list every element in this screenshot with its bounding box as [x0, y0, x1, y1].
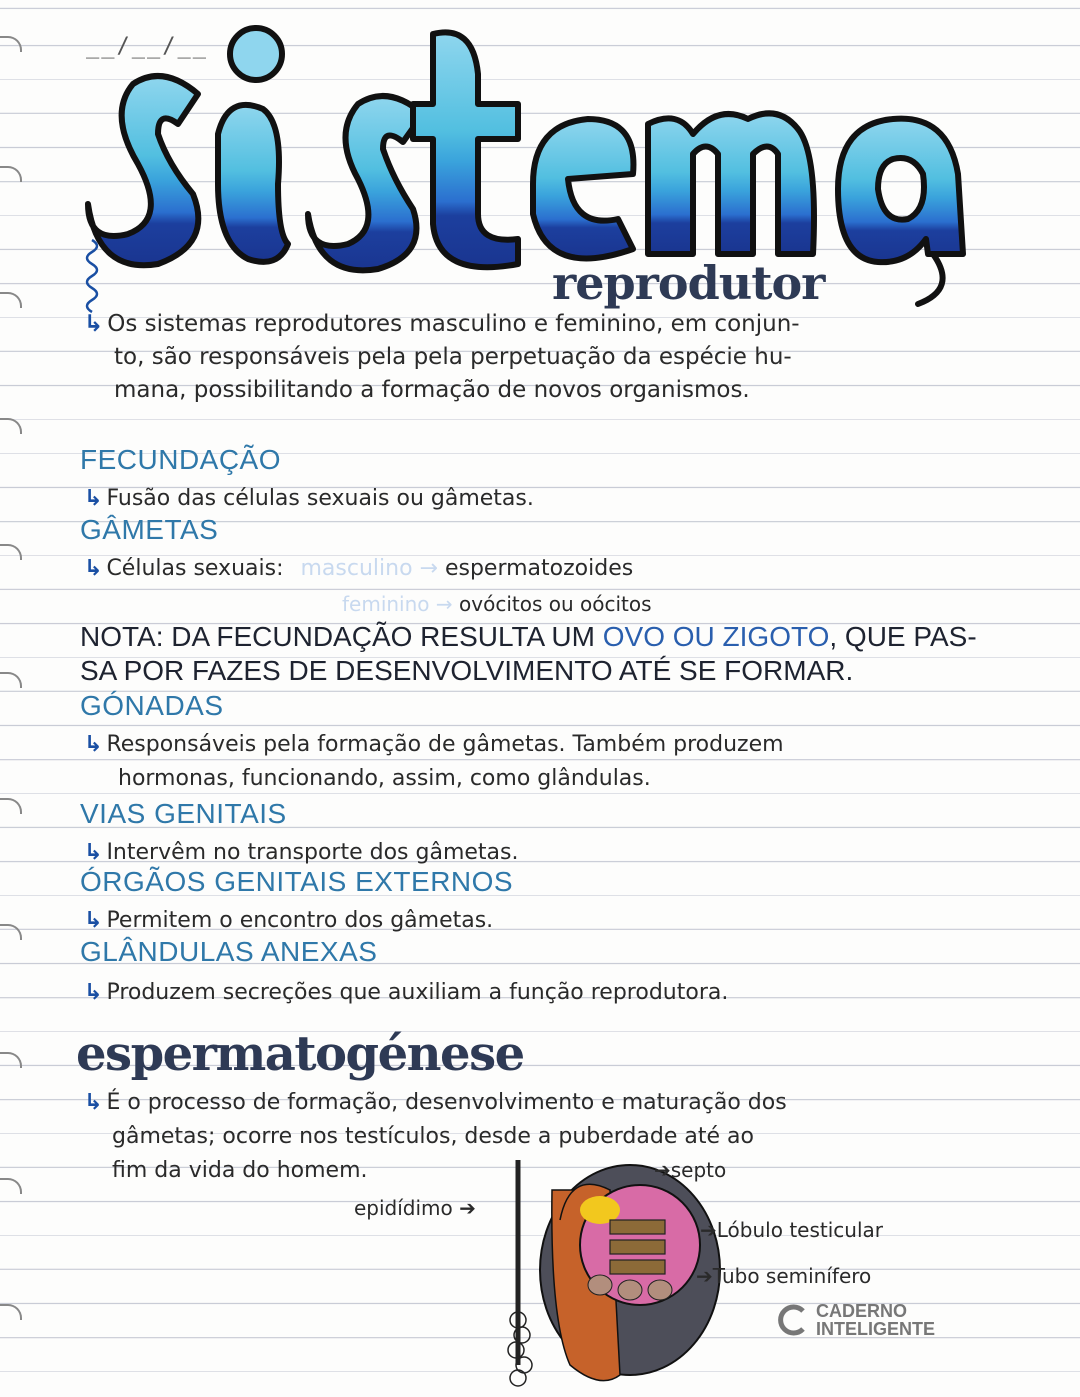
label-epididimo-text: epidídimo [354, 1196, 453, 1220]
vias-text [84, 840, 519, 865]
arrow-icon: ↳ [84, 311, 104, 337]
intro-paragraph [84, 308, 1004, 407]
label-septo-text: septo [670, 1158, 727, 1182]
arrow-icon: ➔ [696, 1264, 713, 1288]
intro-line-2: to, são responsáveis pela pela perpetuação da espécie hu- [114, 344, 792, 370]
masc-value: espermatozoides [444, 556, 634, 581]
brand-line-2: INTELIGENTE [816, 1319, 936, 1339]
esperm-line1-value: É o processo de formação, desenvolvimento e maturação dos [106, 1090, 787, 1115]
intro-line-3: mana, possibilitando a formação de novos organismos. [114, 377, 750, 403]
nota-block [80, 620, 977, 688]
orgaos-text-value: Permitem o encontro dos gâmetas. [106, 908, 494, 933]
arrow-icon: ➔ [700, 1218, 717, 1242]
arrow-icon: ↳ [84, 840, 103, 865]
title-lettering [78, 14, 978, 314]
gonadas-line1-value: Responsáveis pela formação de gâmetas. Também produzem [106, 732, 784, 757]
heading-fecundacao: FECUNDAÇÃO [80, 444, 282, 475]
label-tubo-text: Tubo seminífero [712, 1264, 872, 1288]
arrow-icon: ➔ [452, 1196, 476, 1220]
label-lobulo [700, 1218, 883, 1242]
gametas-fem [342, 592, 652, 616]
gametas-text-value: Células sexuais: [106, 556, 284, 581]
vias-text-value: Intervêm no transporte dos gâmetas. [106, 840, 519, 865]
esperm-line1 [84, 1090, 787, 1115]
heading-vias-genitais: VIAS GENITAIS [80, 798, 287, 829]
title-artwork [78, 14, 978, 314]
heading-glandulas: GLÂNDULAS ANEXAS [80, 936, 378, 967]
label-tubo [696, 1264, 871, 1288]
arrow-icon: ↳ [84, 486, 103, 511]
esperm-line2: gâmetas; ocorre nos testículos, desde a puberdade até ao [112, 1124, 754, 1149]
arrow-icon: → [419, 556, 438, 581]
nota-highlight: OVO OU ZIGOTO [602, 621, 830, 652]
fecundacao-text-value: Fusão das células sexuais ou gâmetas. [106, 486, 534, 511]
arrow-icon: → [435, 592, 453, 616]
heading-gonadas: GÓNADAS [80, 690, 224, 721]
gonadas-line2: hormonas, funcionando, assim, como glândulas. [118, 766, 651, 791]
arrow-icon: ↳ [84, 908, 103, 933]
glandulas-text-value: Produzem secreções que auxiliam a função reprodutora. [106, 980, 729, 1005]
heading-gametas: GÂMETAS [80, 514, 219, 545]
label-epididimo [354, 1196, 476, 1220]
squiggle-icon [80, 238, 104, 318]
subtitle: reprodutor [552, 256, 825, 310]
masc-label: masculino [300, 556, 413, 581]
fem-value: ovócitos ou oócitos [459, 592, 652, 616]
esperm-line3: fim da vida do homem. [112, 1158, 368, 1183]
date-field: __/__/__ [86, 34, 208, 59]
fecundacao-text [84, 486, 534, 511]
label-septo [654, 1158, 726, 1182]
intro-line-1: Os sistemas reprodutores masculino e feminino, em conjun- [107, 311, 800, 337]
nota-line2: SA POR FAZES DE DESENVOLVIMENTO ATÉ SE FORMAR. [80, 655, 854, 686]
brand-c-icon [776, 1303, 810, 1337]
brand-line-1: CADERNO [816, 1301, 908, 1321]
arrow-icon: ↳ [84, 732, 103, 757]
arrow-icon: ↳ [84, 556, 103, 581]
nota-line1-start: NOTA: DA FECUNDAÇÃO RESULTA UM [80, 621, 603, 652]
label-lobulo-text: Lóbulo testicular [716, 1218, 883, 1242]
arrow-icon: ↳ [84, 1090, 103, 1115]
arrow-icon: ➔ [654, 1158, 671, 1182]
gonadas-line1 [84, 732, 784, 757]
fem-label: feminino [342, 592, 430, 616]
brand-logo [776, 1302, 935, 1338]
arrow-icon: ↳ [84, 980, 103, 1005]
heading-orgaos: ÓRGÃOS GENITAIS EXTERNOS [80, 866, 514, 897]
nota-line1-end: , QUE PAS- [829, 621, 977, 652]
glandulas-text [84, 980, 728, 1005]
orgaos-text [84, 908, 493, 933]
gametas-text [84, 556, 633, 581]
section-title-espermatogenese: espermatogénese [76, 1026, 524, 1082]
